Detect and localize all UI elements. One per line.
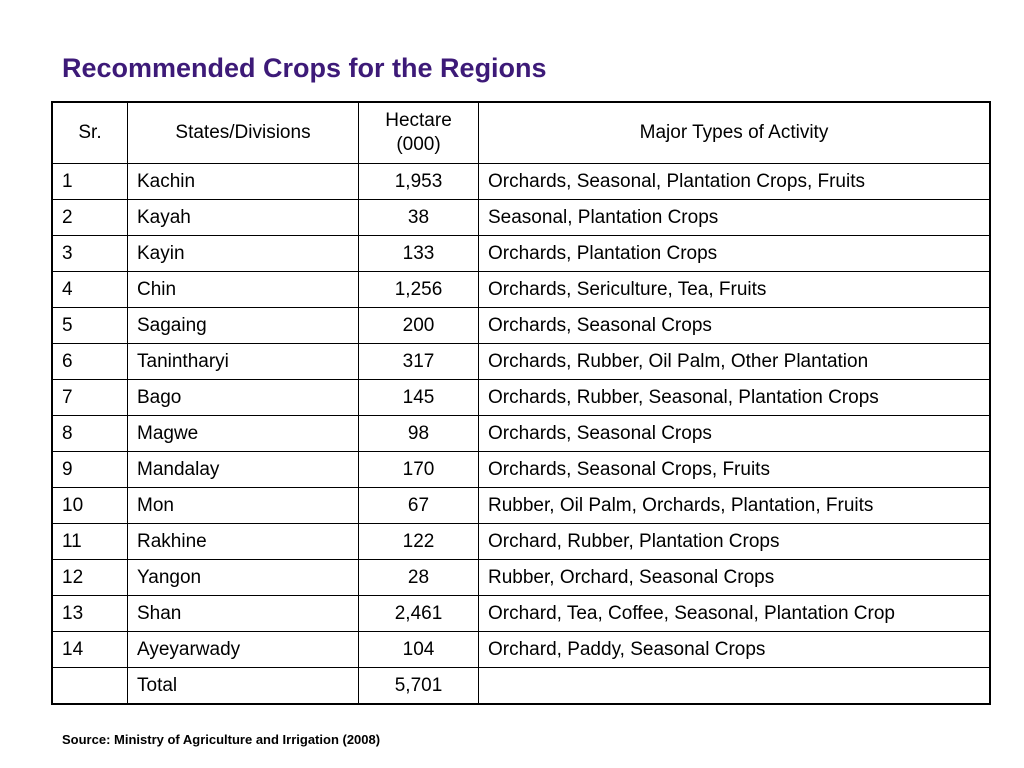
cell-hectare: 2,461 bbox=[359, 596, 479, 632]
cell-activity: Orchard, Tea, Coffee, Seasonal, Plantation Crop bbox=[479, 596, 991, 632]
cell-state: Yangon bbox=[128, 560, 359, 596]
cell-hectare: 200 bbox=[359, 308, 479, 344]
table-row bbox=[52, 632, 990, 668]
page-title: Recommended Crops for the Regions bbox=[62, 53, 547, 83]
table-body bbox=[52, 164, 990, 705]
table-row bbox=[52, 488, 990, 524]
cell-activity: Rubber, Orchard, Seasonal Crops bbox=[479, 560, 991, 596]
cell-hectare: 1,256 bbox=[359, 272, 479, 308]
cell-hectare: 145 bbox=[359, 380, 479, 416]
table-row bbox=[52, 344, 990, 380]
cell-hectare: 38 bbox=[359, 200, 479, 236]
cell-activity: Orchard, Rubber, Plantation Crops bbox=[479, 524, 991, 560]
cell-activity: Orchards, Rubber, Oil Palm, Other Plantation bbox=[479, 344, 991, 380]
cell-activity: Orchards, Rubber, Seasonal, Plantation Crops bbox=[479, 380, 991, 416]
total-row bbox=[52, 668, 990, 705]
cell-state: Chin bbox=[128, 272, 359, 308]
table-row bbox=[52, 236, 990, 272]
cell-sr: 1 bbox=[52, 164, 128, 200]
cell-sr: 13 bbox=[52, 596, 128, 632]
total-activity-empty bbox=[479, 668, 991, 705]
table-header-row bbox=[52, 102, 990, 164]
header-states-divisions: States/Divisions bbox=[128, 102, 359, 164]
cell-activity: Seasonal, Plantation Crops bbox=[479, 200, 991, 236]
cell-state: Bago bbox=[128, 380, 359, 416]
cell-activity: Orchards, Sericulture, Tea, Fruits bbox=[479, 272, 991, 308]
cell-state: Magwe bbox=[128, 416, 359, 452]
crops-table bbox=[51, 101, 991, 705]
cell-hectare: 98 bbox=[359, 416, 479, 452]
table-row bbox=[52, 164, 990, 200]
cell-sr: 9 bbox=[52, 452, 128, 488]
cell-hectare: 133 bbox=[359, 236, 479, 272]
table-row bbox=[52, 272, 990, 308]
header-sr: Sr. bbox=[52, 102, 128, 164]
cell-hectare: 104 bbox=[359, 632, 479, 668]
table-row bbox=[52, 380, 990, 416]
cell-sr: 6 bbox=[52, 344, 128, 380]
cell-sr: 5 bbox=[52, 308, 128, 344]
cell-activity: Orchards, Seasonal Crops bbox=[479, 308, 991, 344]
cell-state: Tanintharyi bbox=[128, 344, 359, 380]
cell-hectare: 67 bbox=[359, 488, 479, 524]
table-row bbox=[52, 524, 990, 560]
cell-state: Kayin bbox=[128, 236, 359, 272]
cell-activity: Orchard, Paddy, Seasonal Crops bbox=[479, 632, 991, 668]
cell-state: Rakhine bbox=[128, 524, 359, 560]
table-row bbox=[52, 416, 990, 452]
cell-sr: 7 bbox=[52, 380, 128, 416]
cell-activity: Orchards, Seasonal, Plantation Crops, Fruits bbox=[479, 164, 991, 200]
cell-hectare: 170 bbox=[359, 452, 479, 488]
cell-hectare: 28 bbox=[359, 560, 479, 596]
cell-state: Ayeyarwady bbox=[128, 632, 359, 668]
cell-sr: 10 bbox=[52, 488, 128, 524]
header-hectare-line2: (000) bbox=[396, 134, 441, 155]
total-label: Total bbox=[128, 668, 359, 705]
cell-sr: 8 bbox=[52, 416, 128, 452]
source-note: Source: Ministry of Agriculture and Irrigation (2008) bbox=[62, 732, 381, 747]
total-sr-empty bbox=[52, 668, 128, 705]
cell-state: Shan bbox=[128, 596, 359, 632]
cell-state: Mandalay bbox=[128, 452, 359, 488]
cell-activity: Orchards, Seasonal Crops bbox=[479, 416, 991, 452]
cell-hectare: 1,953 bbox=[359, 164, 479, 200]
cell-activity: Orchards, Plantation Crops bbox=[479, 236, 991, 272]
cell-sr: 4 bbox=[52, 272, 128, 308]
table-row bbox=[52, 200, 990, 236]
cell-state: Kachin bbox=[128, 164, 359, 200]
cell-sr: 12 bbox=[52, 560, 128, 596]
cell-hectare: 317 bbox=[359, 344, 479, 380]
cell-activity: Orchards, Seasonal Crops, Fruits bbox=[479, 452, 991, 488]
table-row bbox=[52, 596, 990, 632]
header-activity: Major Types of Activity bbox=[479, 102, 991, 164]
total-hectare: 5,701 bbox=[359, 668, 479, 705]
cell-state: Mon bbox=[128, 488, 359, 524]
header-hectare-line1: Hectare bbox=[385, 110, 452, 131]
cell-hectare: 122 bbox=[359, 524, 479, 560]
cell-activity: Rubber, Oil Palm, Orchards, Plantation, Fruits bbox=[479, 488, 991, 524]
cell-sr: 14 bbox=[52, 632, 128, 668]
header-hectare bbox=[359, 102, 479, 164]
cell-sr: 11 bbox=[52, 524, 128, 560]
cell-state: Sagaing bbox=[128, 308, 359, 344]
cell-state: Kayah bbox=[128, 200, 359, 236]
table-row bbox=[52, 452, 990, 488]
table-row bbox=[52, 560, 990, 596]
table-row bbox=[52, 308, 990, 344]
cell-sr: 3 bbox=[52, 236, 128, 272]
cell-sr: 2 bbox=[52, 200, 128, 236]
